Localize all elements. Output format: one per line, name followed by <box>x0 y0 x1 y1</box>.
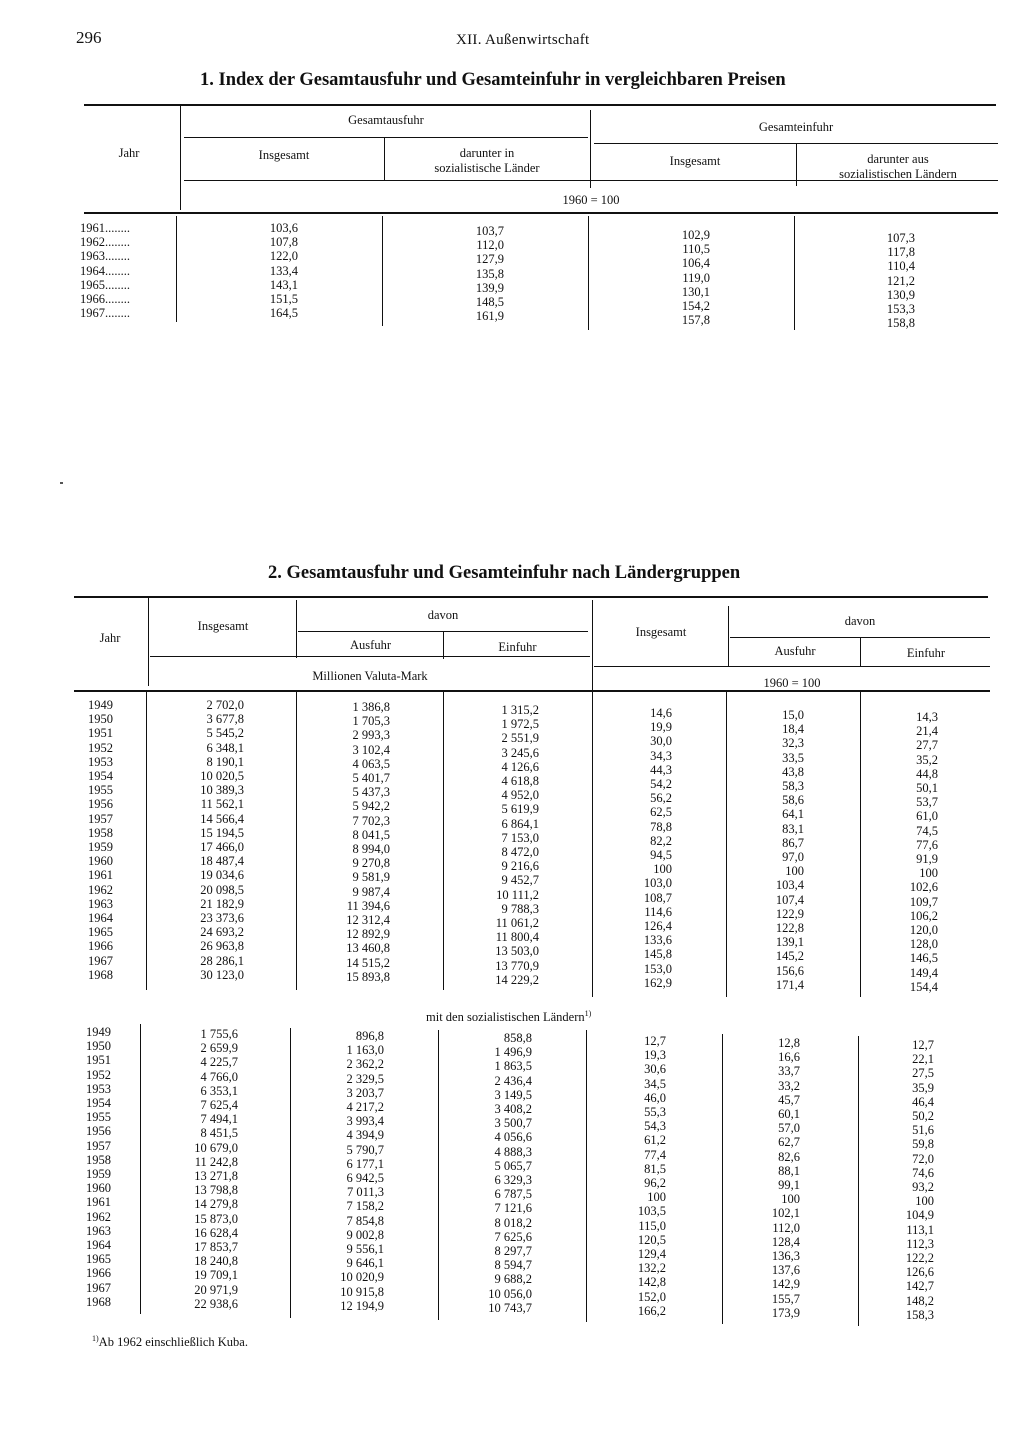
table2-col-davon-mvm: davon <box>427 608 459 622</box>
footnote-text: Ab 1962 einschließlich Kuba. <box>98 1335 248 1350</box>
table1-col-einfuhr-sozialistisch-l1: darunter aus <box>867 152 929 166</box>
table1-einfuhr-insgesamt-values: 102,9 110,5 106,4 119,0 130,1 154,2 157,8 <box>681 228 710 328</box>
footnote <box>92 1334 248 1350</box>
table2-s1-mvm-einfuhr: 1 315,2 1 972,5 2 551,9 3 245,6 4 126,6 4 618,8 4 952,0 5 619,9 6 864,1 7 153,0 8 472,0 9 216,6 9 452,7 10 111,2 9 788,3 11 061,2 11 800,4 13 503,0 13 770,9 14 229,2 <box>495 703 539 987</box>
table2-s2-years: 1949 1950 1951 1952 1953 1954 1955 1956 1957 1958 1959 1960 1961 1962 1963 1964 1965 1966 1967 1968 <box>86 1025 111 1309</box>
table2-s1-idx-einfuhr: 14,3 21,4 27,7 35,2 44,8 50,1 53,7 61,0 74,5 77,6 91,9 100 102,6 109,7 106,2 120,0 128,0 146,5 149,4 154,4 <box>909 710 938 994</box>
table2-col-ausfuhr-mvm: Ausfuhr <box>350 638 391 652</box>
table2-s2-mvm-ausfuhr: 896,8 1 163,0 2 362,2 2 329,5 3 203,7 4 217,2 3 993,4 4 394,9 5 790,7 6 177,1 6 942,5 7 011,3 7 158,2 7 854,8 9 002,8 9 556,1 9 646,1 10 020,9 10 915,8 12 194,9 <box>340 1029 384 1313</box>
table1-base-note: 1960 = 100 <box>562 193 620 207</box>
footnote-mark: 1) <box>92 1334 99 1343</box>
table2-col-insgesamt-index: Insgesamt <box>635 625 687 639</box>
table2-s2-mvm-einfuhr: 858,8 1 496,9 1 863,5 2 436,4 3 149,5 3 408,2 3 500,7 4 056,6 4 888,3 5 065,7 6 329,3 6 787,5 7 121,6 8 018,2 7 625,6 8 297,7 8 594,7 9 688,2 10 056,0 10 743,7 <box>488 1031 532 1315</box>
table1-col-ausfuhr-sozialistisch-l2: sozialistische Länder <box>434 161 540 175</box>
table2-s1-years: 1949 1950 1951 1952 1953 1954 1955 1956 1957 1958 1959 1960 1961 1962 1963 1964 1965 1966 1967 1968 <box>88 698 113 982</box>
table2-s1-mvm-insgesamt: 2 702,0 3 677,8 5 545,2 6 348,1 8 190,1 10 020,5 10 389,3 11 562,1 14 566,4 15 194,5 17 466,0 18 487,4 19 034,6 20 098,5 21 182,9 23 373,6 24 693,2 26 963,8 28 286,1 30 123,0 <box>200 698 244 982</box>
table1-col-ausfuhr-insgesamt: Insgesamt <box>258 148 310 162</box>
table1-col-jahr: Jahr <box>118 146 140 160</box>
table2-col-jahr: Jahr <box>99 631 121 645</box>
table2-col-einfuhr-index: Einfuhr <box>906 646 946 660</box>
table1-title: 1. Index der Gesamtausfuhr und Gesamteinfuhr in vergleichbaren Preisen <box>200 70 786 90</box>
table2-s2-idx-insgesamt: 12,7 19,3 30,6 34,5 46,0 55,3 54,3 61,2 77,4 81,5 96,2 100 103,5 115,0 120,5 129,4 132,2 142,8 152,0 166,2 <box>637 1034 666 1318</box>
table1-group-einfuhr: Gesamteinfuhr <box>758 120 834 134</box>
table2-s2-idx-ausfuhr: 12,8 16,6 33,7 33,2 45,7 60,1 57,0 62,7 82,6 88,1 99,1 100 102,1 112,0 128,4 136,3 137,6 142,9 155,7 173,9 <box>771 1036 800 1320</box>
table2-s2-idx-einfuhr: 12,7 22,1 27,5 35,9 46,4 50,2 51,6 59,8 72,0 74,6 93,2 100 104,9 113,1 112,3 122,2 126,6 142,7 148,2 158,3 <box>905 1038 934 1322</box>
table2-s2-heading-text: mit den sozialistischen Ländern <box>426 1010 585 1025</box>
table2-title: 2. Gesamtausfuhr und Gesamteinfuhr nach Ländergruppen <box>268 563 741 583</box>
table1-group-ausfuhr: Gesamtausfuhr <box>348 113 424 127</box>
page-number: 296 <box>76 28 102 47</box>
table2-col-insgesamt-mvm: Insgesamt <box>197 619 249 633</box>
table2-unit-left: Millionen Valuta-Mark <box>312 669 428 683</box>
table1-einfuhr-sozialistisch-values: 107,3 117,8 110,4 121,2 130,9 153,3 158,8 <box>886 231 915 331</box>
table2-col-davon-index: davon <box>844 614 876 628</box>
table1-years: 1961........ 1962........ 1963........ 1964........ 1965........ 1966........ 1967........ <box>80 221 130 321</box>
table1-col-einfuhr-sozialistisch-l2: sozialistischen Ländern <box>839 167 957 181</box>
table1-ausfuhr-insgesamt-values: 103,6 107,8 122,0 133,4 143,1 151,5 164,5 <box>269 221 298 321</box>
table2-unit-right: 1960 = 100 <box>763 676 821 690</box>
table1-ausfuhr-sozialistisch-values: 103,7 112,0 127,9 135,8 139,9 148,5 161,9 <box>475 224 504 324</box>
table1-col-ausfuhr-sozialistisch-l1: darunter in <box>459 146 515 160</box>
table2-col-ausfuhr-index: Ausfuhr <box>774 644 816 658</box>
running-head: XII. Außenwirtschaft <box>456 32 590 48</box>
table2-s1-idx-insgesamt: 14,6 19,9 30,0 34,3 44,3 54,2 56,2 62,5 78,8 82,2 94,5 100 103,0 108,7 114,6 126,4 133,6 145,8 153,0 162,9 <box>643 706 672 990</box>
table2-col-einfuhr-mvm: Einfuhr <box>498 640 537 654</box>
table2-s2-heading-note: 1) <box>584 1009 592 1018</box>
table2-s2-heading <box>426 1007 591 1024</box>
table2-s2-mvm-insgesamt: 1 755,6 2 659,9 4 225,7 4 766,0 6 353,1 7 625,4 7 494,1 8 451,5 10 679,0 11 242,8 13 271,8 13 798,8 14 279,8 15 873,0 16 628,4 17 853,7 18 240,8 19 709,1 20 971,9 22 938,6 <box>194 1027 238 1311</box>
table1-col-einfuhr-insgesamt: Insgesamt <box>669 154 721 168</box>
scan-speck <box>60 482 63 484</box>
table2-s1-mvm-ausfuhr: 1 386,8 1 705,3 2 993,3 3 102,4 4 063,5 5 401,7 5 437,3 5 942,2 7 702,3 8 041,5 8 994,0 9 270,8 9 581,9 9 987,4 11 394,6 12 312,4 12 892,9 13 460,8 14 515,2 15 893,8 <box>346 700 390 984</box>
table2-s1-idx-ausfuhr: 15,0 18,4 32,3 33,5 43,8 58,3 58,6 64,1 83,1 86,7 97,0 100 103,4 107,4 122,9 122,8 139,1 145,2 156,6 171,4 <box>775 708 804 992</box>
